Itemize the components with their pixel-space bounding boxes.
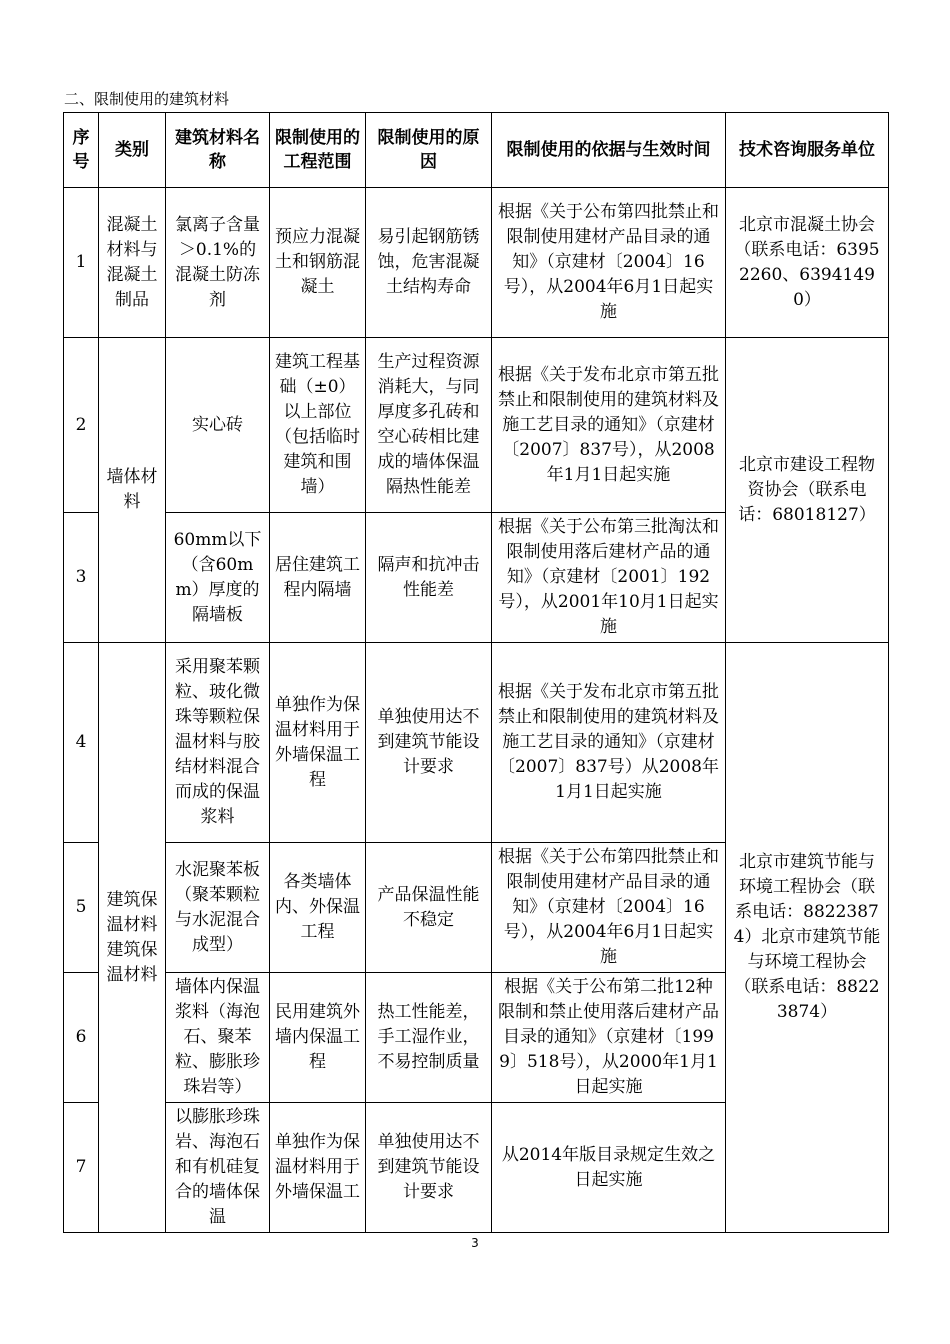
basis-cell: 根据《关于发布北京市第五批禁止和限制使用的建筑材料及施工艺目录的通知》（京建材〔2007〕837号），从2008年1月1日起实施 xyxy=(492,338,726,513)
category-cell: 墙体材料 xyxy=(99,338,166,643)
header-service: 技术咨询服务单位 xyxy=(726,113,889,188)
material-name-cell: 水泥聚苯板（聚苯颗粒与水泥混合成型） xyxy=(166,843,270,973)
service-cell: 北京市建筑节能与环境工程协会（联系电话：88223874）北京市建筑节能与环境工程协会（联系电话：88223874） xyxy=(726,643,889,1233)
header-material-name: 建筑材料名称 xyxy=(166,113,270,188)
row-no: 4 xyxy=(64,643,99,843)
scope-cell: 居住建筑工程内隔墙 xyxy=(270,513,366,643)
basis-cell: 根据《关于公布第二批12种限制和禁止使用落后建材产品目录的通知》（京建材〔1999〕518号），从2000年1月1日起实施 xyxy=(492,973,726,1103)
service-cell: 北京市建设工程物资协会（联系电话：68018127） xyxy=(726,338,889,643)
material-name-cell: 实心砖 xyxy=(166,338,270,513)
reason-cell: 热工性能差，手工湿作业，不易控制质量 xyxy=(366,973,492,1103)
reason-cell: 生产过程资源消耗大，与同厚度多孔砖和空心砖相比建成的墙体保温隔热性能差 xyxy=(366,338,492,513)
section-title: 二、限制使用的建筑材料 xyxy=(64,90,230,108)
material-name-cell: 墙体内保温浆料（海泡石、聚苯粒、膨胀珍珠岩等） xyxy=(166,973,270,1103)
header-category: 类别 xyxy=(99,113,166,188)
restricted-materials-table xyxy=(63,112,889,1233)
header-scope: 限制使用的工程范围 xyxy=(270,113,366,188)
row-no: 6 xyxy=(64,973,99,1103)
row-no: 3 xyxy=(64,513,99,643)
header-reason: 限制使用的原因 xyxy=(366,113,492,188)
scope-cell: 各类墙体内、外保温工程 xyxy=(270,843,366,973)
page-number: 3 xyxy=(471,1236,479,1250)
row-no: 5 xyxy=(64,843,99,973)
scope-cell: 建筑工程基础（±0）以上部位（包括临时建筑和围墙） xyxy=(270,338,366,513)
category-cell: 建筑保温材料建筑保温材料 xyxy=(99,643,166,1233)
reason-cell: 产品保温性能不稳定 xyxy=(366,843,492,973)
scope-cell: 单独作为保温材料用于外墙保温工程 xyxy=(270,643,366,843)
table-row xyxy=(64,643,889,843)
material-name-cell: 60mm以下（含60mm）厚度的隔墙板 xyxy=(166,513,270,643)
scope-cell: 民用建筑外墙内保温工程 xyxy=(270,973,366,1103)
scope-cell: 单独作为保温材料用于外墙保温工 xyxy=(270,1103,366,1233)
material-name-cell: 以膨胀珍珠岩、海泡石和有机硅复合的墙体保温 xyxy=(166,1103,270,1233)
header-row xyxy=(64,113,889,188)
row-no: 1 xyxy=(64,188,99,338)
basis-cell: 从2014年版目录规定生效之日起实施 xyxy=(492,1103,726,1233)
table-row xyxy=(64,338,889,513)
service-cell: 北京市混凝土协会（联系电话：63952260、63941490） xyxy=(726,188,889,338)
row-no: 2 xyxy=(64,338,99,513)
basis-cell: 根据《关于发布北京市第五批禁止和限制使用的建筑材料及施工艺目录的通知》（京建材〔2007〕837号）从2008年1月1日起实施 xyxy=(492,643,726,843)
reason-cell: 隔声和抗冲击性能差 xyxy=(366,513,492,643)
reason-cell: 单独使用达不到建筑节能设计要求 xyxy=(366,1103,492,1233)
basis-cell: 根据《关于公布第四批禁止和限制使用建材产品目录的通知》（京建材〔2004〕16号），从2004年6月1日起实施 xyxy=(492,188,726,338)
reason-cell: 易引起钢筋锈蚀，危害混凝土结构寿命 xyxy=(366,188,492,338)
basis-cell: 根据《关于公布第三批淘汰和限制使用落后建材产品的通知》（京建材〔2001〕192号），从2001年10月1日起实施 xyxy=(492,513,726,643)
scope-cell: 预应力混凝土和钢筋混凝土 xyxy=(270,188,366,338)
header-basis: 限制使用的依据与生效时间 xyxy=(492,113,726,188)
category-cell: 混凝土材料与混凝土制品 xyxy=(99,188,166,338)
table-row xyxy=(64,188,889,338)
material-name-cell: 氯离子含量＞0.1%的混凝土防冻剂 xyxy=(166,188,270,338)
row-no: 7 xyxy=(64,1103,99,1233)
reason-cell: 单独使用达不到建筑节能设计要求 xyxy=(366,643,492,843)
header-no: 序号 xyxy=(64,113,99,188)
material-name-cell: 采用聚苯颗粒、玻化微珠等颗粒保温材料与胶结材料混合而成的保温浆料 xyxy=(166,643,270,843)
basis-cell: 根据《关于公布第四批禁止和限制使用建材产品目录的通知》（京建材〔2004〕16号），从2004年6月1日起实施 xyxy=(492,843,726,973)
